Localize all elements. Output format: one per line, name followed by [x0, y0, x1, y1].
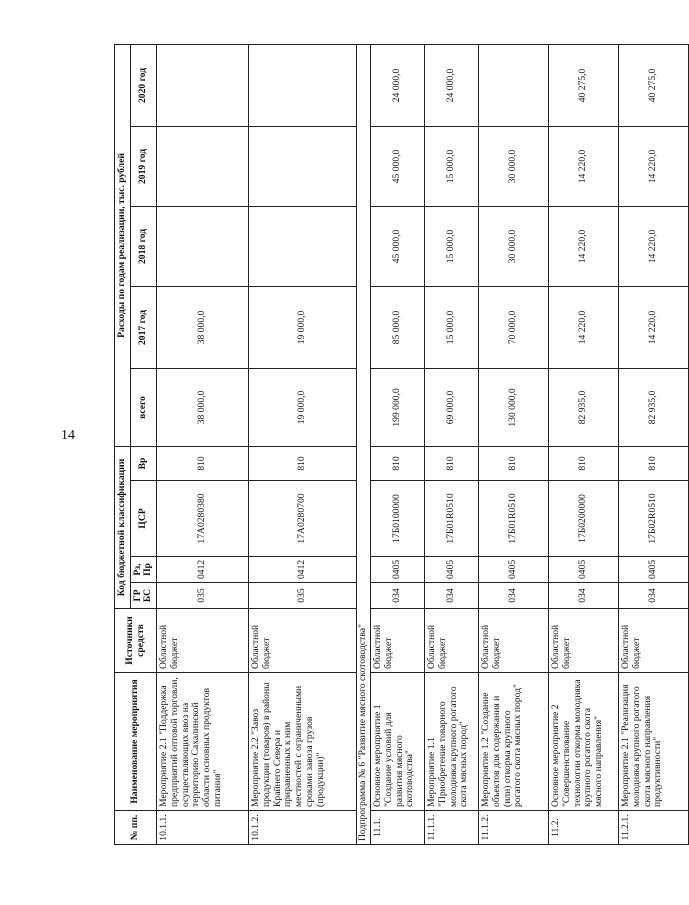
- cell-total: 82 935,0: [619, 368, 689, 446]
- cell-y2020: 24 000,0: [371, 44, 425, 126]
- cell-total: 199 000,0: [371, 368, 425, 446]
- section-title: Подпрограмма № 6 "Развитие мясного скотоводства": [357, 44, 371, 844]
- table-row: [619, 44, 689, 844]
- cell-y2019: [249, 126, 357, 206]
- section-row: [357, 44, 371, 844]
- header-spend-group: Расходы по годам реализации, тыс. рублей: [115, 44, 131, 446]
- cell-grbs: 034: [479, 583, 549, 609]
- cell-y2017: 15 000,0: [425, 286, 479, 368]
- cell-grbs: 034: [549, 583, 619, 609]
- cell-vr: 810: [249, 446, 357, 480]
- cell-csr: 17Б0200000: [549, 481, 619, 557]
- cell-name: Мероприятие 2.1 "Поддержка предприятий оптовой торговли, осуществляющих ввоз на территорию Сахалинской области основных продуктов питания": [157, 673, 249, 811]
- cell-source: Областной бюджет: [619, 609, 689, 673]
- cell-y2017: 85 000,0: [371, 286, 425, 368]
- cell-y2019: [157, 126, 249, 206]
- cell-csr: 17А0280380: [157, 481, 249, 557]
- cell-vr: 810: [425, 446, 479, 480]
- cell-total: 130 000,0: [479, 368, 549, 446]
- cell-vr: 810: [619, 446, 689, 480]
- cell-y2020: 40 275,0: [619, 44, 689, 126]
- cell-vr: 810: [157, 446, 249, 480]
- header-2019: 2019 год: [130, 126, 156, 206]
- cell-source: Областной бюджет: [157, 609, 249, 673]
- cell-csr: 17Б0100000: [371, 481, 425, 557]
- cell-rzpr: 0405: [549, 557, 619, 583]
- table-row: [157, 44, 249, 844]
- cell-source: Областной бюджет: [249, 609, 357, 673]
- cell-total: 82 935,0: [549, 368, 619, 446]
- header-num: № пп.: [115, 811, 157, 845]
- cell-y2017: 70 000,0: [479, 286, 549, 368]
- cell-y2019: 45 000,0: [371, 126, 425, 206]
- cell-name: Мероприятие 2.1 "Реализация молодняка крупного рогатого скота мясного направления продуктивности": [619, 673, 689, 811]
- cell-y2017: 19 000,0: [249, 286, 357, 368]
- header-vr: Вр: [130, 446, 156, 480]
- page-number: 14: [61, 428, 75, 443]
- header-code-group: Код бюджетной классификации: [115, 446, 131, 608]
- cell-vr: 810: [371, 446, 425, 480]
- cell-name: Мероприятие 1.2 "Создание объектов для содержания и (или) откорма крупного рогатого скота мясных пород": [479, 673, 549, 811]
- cell-rzpr: 0405: [425, 557, 479, 583]
- cell-rzpr: 0405: [619, 557, 689, 583]
- cell-rzpr: 0412: [157, 557, 249, 583]
- cell-num: 10.1.1.: [157, 811, 249, 845]
- cell-csr: 17Б01R0510: [425, 481, 479, 557]
- cell-name: Основное мероприятие 1 "Создание условий для развития мясного скотоводства": [371, 673, 425, 811]
- cell-csr: 17А0280700: [249, 481, 357, 557]
- cell-total: 69 000,0: [425, 368, 479, 446]
- cell-vr: 810: [479, 446, 549, 480]
- cell-csr: 17Б02R0510: [619, 481, 689, 557]
- cell-name: Основное мероприятие 2 "Совершенствование технологии откорма молодняка крупного рогатого скота мясного направления": [549, 673, 619, 811]
- cell-rzpr: 0405: [371, 557, 425, 583]
- cell-num: 11.1.2.: [479, 811, 549, 845]
- cell-vr: 810: [549, 446, 619, 480]
- header-2020: 2020 год: [130, 44, 156, 126]
- cell-grbs: 034: [371, 583, 425, 609]
- header-2017: 2017 год: [130, 286, 156, 368]
- cell-y2017: 14 220,0: [549, 286, 619, 368]
- cell-source: Областной бюджет: [549, 609, 619, 673]
- cell-y2018: 30 000,0: [479, 206, 549, 286]
- table-row: [249, 44, 357, 844]
- cell-y2020: 40 275,0: [549, 44, 619, 126]
- cell-grbs: 034: [425, 583, 479, 609]
- table-row: [549, 44, 619, 844]
- header-source: Источники средств: [115, 609, 157, 673]
- cell-num: 11.2.1.: [619, 811, 689, 845]
- cell-grbs: 035: [249, 583, 357, 609]
- rotated-table-container: [114, 45, 664, 845]
- cell-name: Мероприятие 2.2 "Завоз продукции (товаров) в районы Крайнего Севера и приравненных к ним местностей с ограниченными сроками завоза грузов (продукции)": [249, 673, 357, 811]
- cell-csr: 17Б01R0510: [479, 481, 549, 557]
- table-body: [157, 44, 689, 844]
- cell-total: 19 000,0: [249, 368, 357, 446]
- cell-y2017: 38 000,0: [157, 286, 249, 368]
- cell-num: 11.2.: [549, 811, 619, 845]
- cell-y2020: [249, 44, 357, 126]
- cell-y2019: 14 220,0: [549, 126, 619, 206]
- cell-name: Мероприятие 1.1 "Приобретение товарного молодняка крупного рогатого скота мясных пород": [425, 673, 479, 811]
- header-total: всего: [130, 368, 156, 446]
- cell-y2020: [479, 44, 549, 126]
- table-row: [479, 44, 549, 844]
- cell-grbs: 034: [619, 583, 689, 609]
- cell-y2019: 15 000,0: [425, 126, 479, 206]
- cell-y2018: 14 220,0: [549, 206, 619, 286]
- cell-y2017: 14 220,0: [619, 286, 689, 368]
- cell-num: 11.1.: [371, 811, 425, 845]
- cell-y2020: 24 000,0: [425, 44, 479, 126]
- cell-total: 38 000,0: [157, 368, 249, 446]
- cell-y2018: 14 220,0: [619, 206, 689, 286]
- cell-num: 11.1.1.: [425, 811, 479, 845]
- cell-y2019: 30 000,0: [479, 126, 549, 206]
- header-csr: ЦСР: [130, 481, 156, 557]
- cell-y2018: [249, 206, 357, 286]
- table-row: [425, 44, 479, 844]
- cell-y2020: [157, 44, 249, 126]
- cell-source: Областной бюджет: [479, 609, 549, 673]
- cell-rzpr: 0405: [479, 557, 549, 583]
- cell-source: Областной бюджет: [425, 609, 479, 673]
- header-rzpr: Рз, Пр: [130, 557, 156, 583]
- table-row: [371, 44, 425, 844]
- header-grbs: ГР БС: [130, 583, 156, 609]
- cell-y2018: 15 000,0: [425, 206, 479, 286]
- cell-y2018: [157, 206, 249, 286]
- cell-rzpr: 0412: [249, 557, 357, 583]
- budget-table: [114, 44, 689, 845]
- header-2018: 2018 год: [130, 206, 156, 286]
- cell-y2018: 45 000,0: [371, 206, 425, 286]
- cell-grbs: 035: [157, 583, 249, 609]
- cell-num: 10.1.2.: [249, 811, 357, 845]
- header-name: Наименование мероприятия: [115, 673, 157, 811]
- cell-y2019: 14 220,0: [619, 126, 689, 206]
- cell-source: Областной бюджет: [371, 609, 425, 673]
